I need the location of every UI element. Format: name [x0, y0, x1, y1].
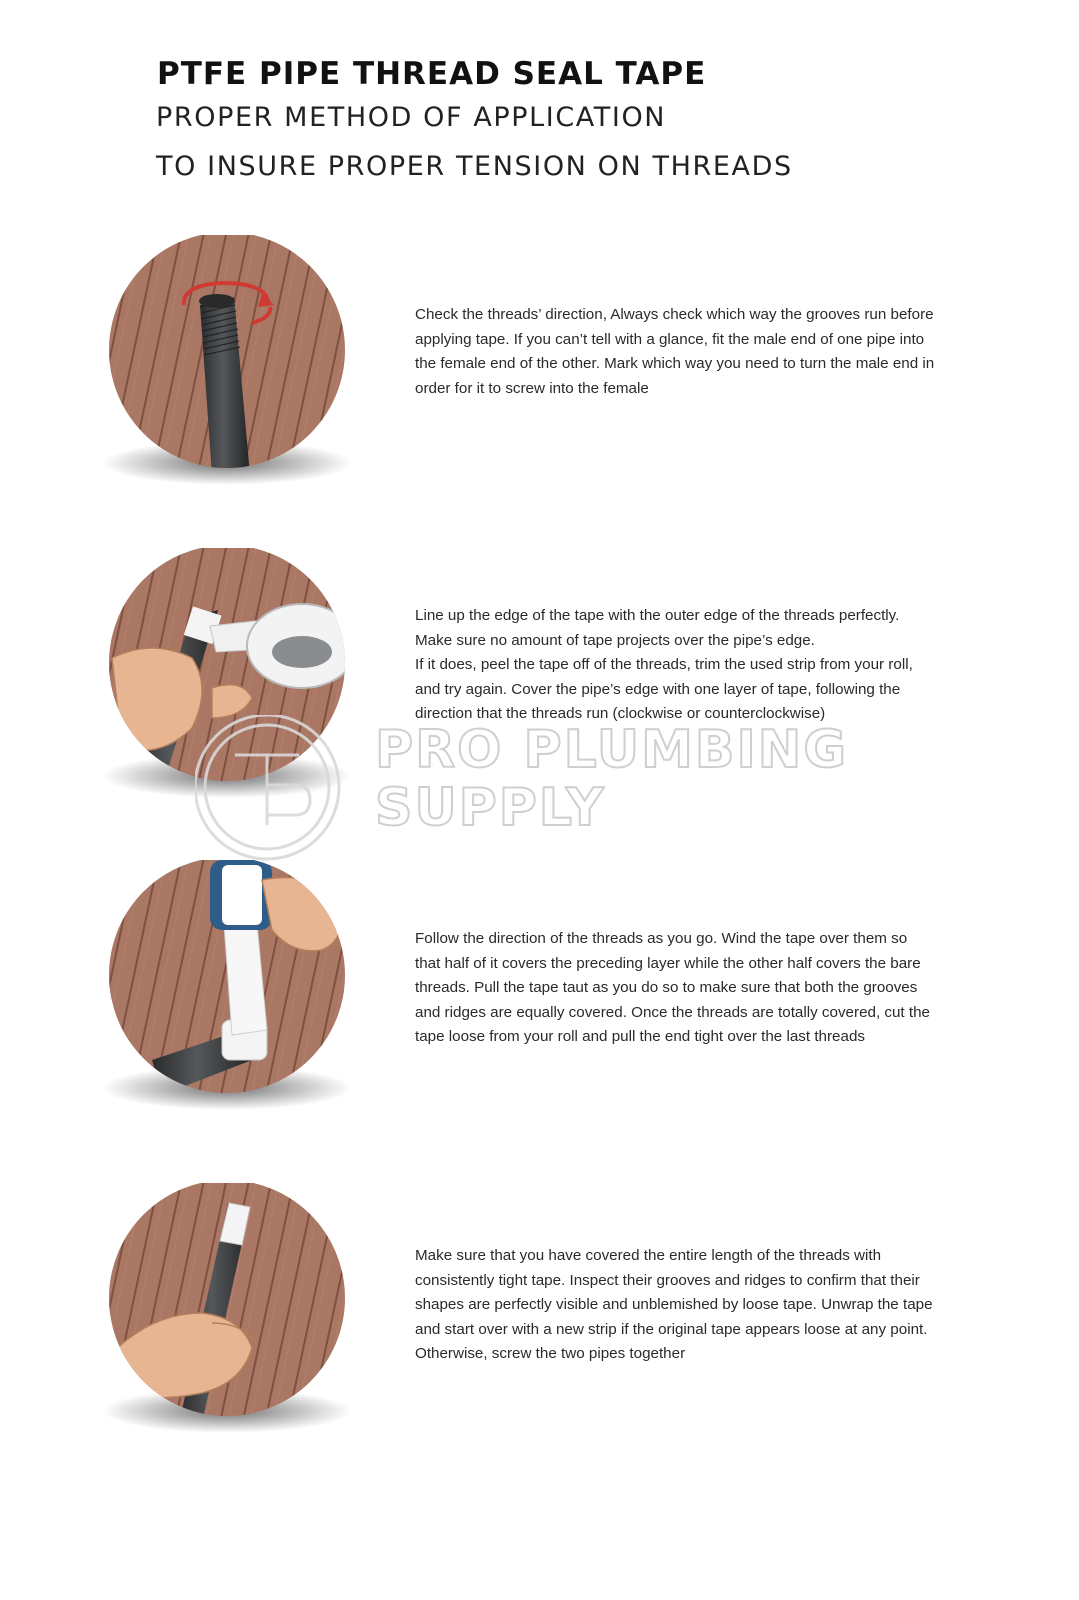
tape-alignment-illustration	[92, 548, 362, 848]
step-1	[0, 235, 1079, 535]
step-4	[0, 1183, 1079, 1483]
step-3-text: Follow the direction of the threads as you go. Wind the tape over them so that half of it covers the preceding layer while the other half covers the bare threads. Pull the tape taut as you do so to make sure that both the grooves and ridges are equally covered. Once the threads are totally covered, cut the tape loose from your roll and pull the end tight over the last threads	[415, 930, 930, 1046]
page-subtitle-line-2: TO INSURE PROPER TENSION ON THREADS	[156, 151, 793, 182]
step-1-text: Check the threads’ direction, Always check which way the grooves run before applying tape. If you can’t tell with a glance, fit the male end of one pipe into the female end of the other. Mark which way you need to turn the male end in order for it to screw into the female	[415, 306, 935, 397]
step-2-text: Line up the edge of the tape with the outer edge of the threads perfectly. Make sure no amount of tape projects over the pipe’s edge. If it does, peel the tape off of the threads, trim the used strip from your roll, and try again. Cover the pipe’s edge with one layer of tape, following the direction that the threads run (clockwise or counterclockwise)	[415, 607, 913, 723]
watermark-line-2: SUPPLY	[375, 778, 606, 838]
page-title: PTFE PIPE THREAD SEAL TAPE	[157, 56, 707, 92]
step-3	[0, 860, 1079, 1160]
threads-direction-illustration	[92, 235, 362, 535]
tight-tape-check-illustration	[92, 1183, 362, 1483]
watermark-line-1: PRO PLUMBING	[375, 720, 849, 780]
step-2	[0, 548, 1079, 848]
step-4-text: Make sure that you have covered the entire length of the threads with consistently tight tape. Inspect their grooves and ridges to confirm that their shapes are perfectly visible and unblemished by loose tape. Unwrap the tape and start over with a new strip if the original tape appears loose at any point. Otherwise, screw the two pipes together	[415, 1247, 933, 1363]
tape-winding-illustration	[92, 860, 362, 1160]
page-subtitle-line-1: PROPER METHOD OF APPLICATION	[156, 102, 667, 133]
